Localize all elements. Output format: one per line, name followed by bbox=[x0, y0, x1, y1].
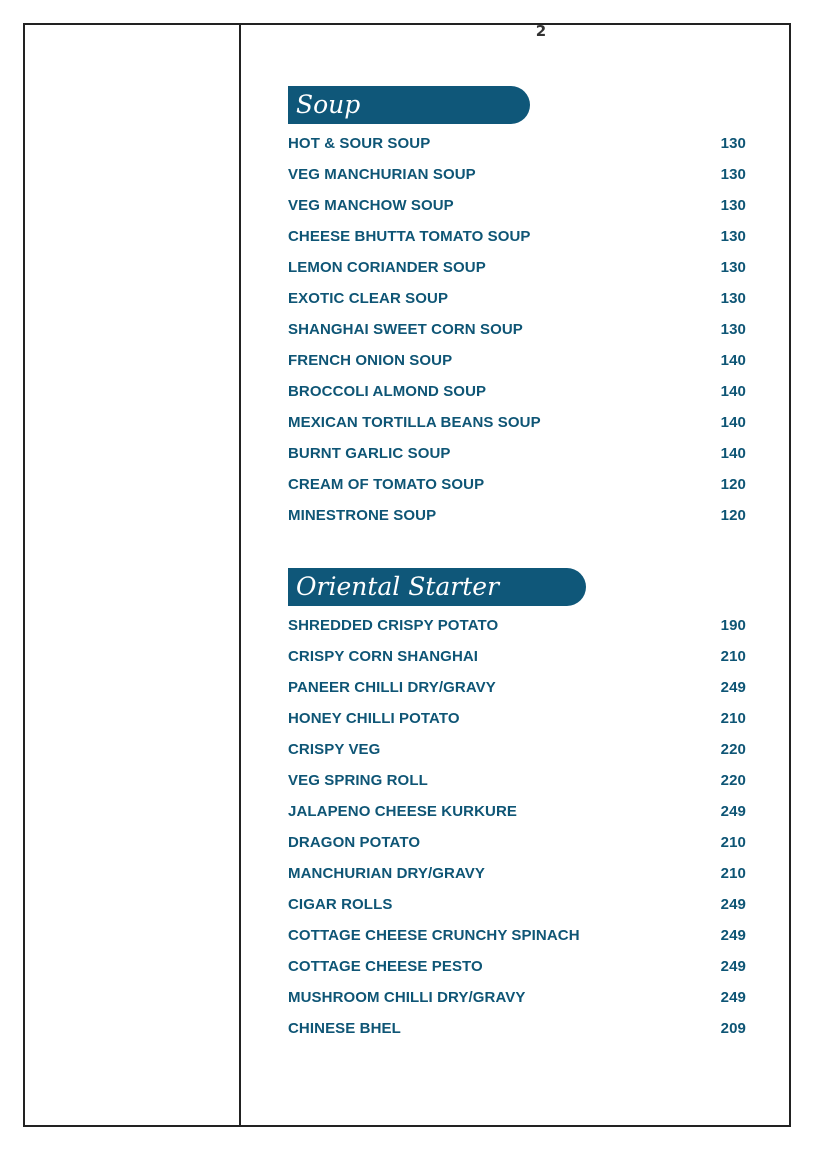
menu-item bbox=[288, 252, 758, 283]
menu-item bbox=[288, 376, 758, 407]
menu-item-price: 210 bbox=[720, 710, 746, 727]
menu-item-price: 140 bbox=[720, 352, 746, 369]
menu-item bbox=[288, 920, 758, 951]
menu-item-name: VEG MANCHOW SOUP bbox=[288, 197, 454, 214]
menu-item bbox=[288, 500, 758, 531]
menu-item bbox=[288, 982, 758, 1013]
menu-item-price: 249 bbox=[720, 989, 746, 1006]
menu-item-name: COTTAGE CHEESE PESTO bbox=[288, 958, 483, 975]
menu-item-price: 249 bbox=[720, 803, 746, 820]
menu-item-price: 120 bbox=[720, 507, 746, 524]
menu-item-name: VEG SPRING ROLL bbox=[288, 772, 428, 789]
menu-item bbox=[288, 159, 758, 190]
menu-item bbox=[288, 765, 758, 796]
menu-item bbox=[288, 951, 758, 982]
menu-item-name: MINESTRONE SOUP bbox=[288, 507, 437, 524]
menu-list-soup bbox=[288, 128, 758, 531]
menu-item-name: COTTAGE CHEESE CRUNCHY SPINACH bbox=[288, 927, 580, 944]
menu-item bbox=[288, 672, 758, 703]
menu-item-price: 210 bbox=[720, 865, 746, 882]
menu-item bbox=[288, 827, 758, 858]
menu-item-name: MANCHURIAN DRY/GRAVY bbox=[288, 865, 485, 882]
menu-item-name: BURNT GARLIC SOUP bbox=[288, 445, 451, 462]
menu-item-name: DRAGON POTATO bbox=[288, 834, 421, 851]
menu-item-price: 130 bbox=[720, 135, 746, 152]
menu-item bbox=[288, 345, 758, 376]
menu-item-price: 249 bbox=[720, 679, 746, 696]
menu-item-name: CIGAR ROLLS bbox=[288, 896, 393, 913]
menu-item bbox=[288, 407, 758, 438]
menu-item-price: 130 bbox=[720, 290, 746, 307]
menu-item-price: 140 bbox=[720, 414, 746, 431]
menu-item bbox=[288, 283, 758, 314]
menu-item-price: 140 bbox=[720, 383, 746, 400]
menu-item-price: 130 bbox=[720, 259, 746, 276]
menu-item-name: BROCCOLI ALMOND SOUP bbox=[288, 383, 487, 400]
menu-item-price: 210 bbox=[720, 648, 746, 665]
menu-item-price: 249 bbox=[720, 958, 746, 975]
section-header-oriental-starter: Oriental Starter bbox=[288, 568, 586, 606]
menu-item bbox=[288, 221, 758, 252]
menu-item-name: CHEESE BHUTTA TOMATO SOUP bbox=[288, 228, 531, 245]
menu-item-name: CRISPY CORN SHANGHAI bbox=[288, 648, 479, 665]
menu-item-price: 209 bbox=[720, 1020, 746, 1037]
menu-item-price: 249 bbox=[720, 896, 746, 913]
menu-item-name: VEG MANCHURIAN SOUP bbox=[288, 166, 476, 183]
menu-item bbox=[288, 703, 758, 734]
menu-item bbox=[288, 314, 758, 345]
menu-item-name: CREAM OF TOMATO SOUP bbox=[288, 476, 485, 493]
menu-item bbox=[288, 889, 758, 920]
menu-item-name: HOT & SOUR SOUP bbox=[288, 135, 431, 152]
left-column bbox=[25, 25, 241, 1125]
menu-item-name: FRENCH ONION SOUP bbox=[288, 352, 453, 369]
menu-item-price: 130 bbox=[720, 166, 746, 183]
menu-item bbox=[288, 858, 758, 889]
menu-item-price: 130 bbox=[720, 197, 746, 214]
section-soup bbox=[288, 86, 758, 531]
page-number: 2 bbox=[535, 22, 547, 40]
menu-item bbox=[288, 438, 758, 469]
menu-item-name: MUSHROOM CHILLI DRY/GRAVY bbox=[288, 989, 526, 1006]
menu-item-price: 120 bbox=[720, 476, 746, 493]
menu-item-price: 190 bbox=[720, 617, 746, 634]
menu-item bbox=[288, 1013, 758, 1044]
menu-item-price: 249 bbox=[720, 927, 746, 944]
menu-item-name: HONEY CHILLI POTATO bbox=[288, 710, 460, 727]
menu-item-price: 140 bbox=[720, 445, 746, 462]
menu-item-name: MEXICAN TORTILLA BEANS SOUP bbox=[288, 414, 541, 431]
menu-item-name: PANEER CHILLI DRY/GRAVY bbox=[288, 679, 496, 696]
menu-list-oriental-starter bbox=[288, 610, 758, 1044]
section-header-soup: Soup bbox=[288, 86, 530, 124]
section-oriental-starter bbox=[288, 568, 758, 1044]
menu-item-price: 130 bbox=[720, 228, 746, 245]
menu-item bbox=[288, 734, 758, 765]
menu-item bbox=[288, 796, 758, 827]
menu-item bbox=[288, 641, 758, 672]
menu-item-name: LEMON CORIANDER SOUP bbox=[288, 259, 486, 276]
menu-item-name: CRISPY VEG bbox=[288, 741, 381, 758]
menu-item-price: 130 bbox=[720, 321, 746, 338]
menu-item-price: 210 bbox=[720, 834, 746, 851]
menu-item bbox=[288, 469, 758, 500]
menu-item-name: SHANGHAI SWEET CORN SOUP bbox=[288, 321, 523, 338]
menu-item bbox=[288, 128, 758, 159]
menu-item-price: 220 bbox=[720, 741, 746, 758]
menu-item-name: CHINESE BHEL bbox=[288, 1020, 401, 1037]
menu-item-price: 220 bbox=[720, 772, 746, 789]
menu-item bbox=[288, 190, 758, 221]
menu-item-name: SHREDDED CRISPY POTATO bbox=[288, 617, 499, 634]
menu-item bbox=[288, 610, 758, 641]
menu-item-name: EXOTIC CLEAR SOUP bbox=[288, 290, 449, 307]
menu-item-name: JALAPENO CHEESE KURKURE bbox=[288, 803, 517, 820]
